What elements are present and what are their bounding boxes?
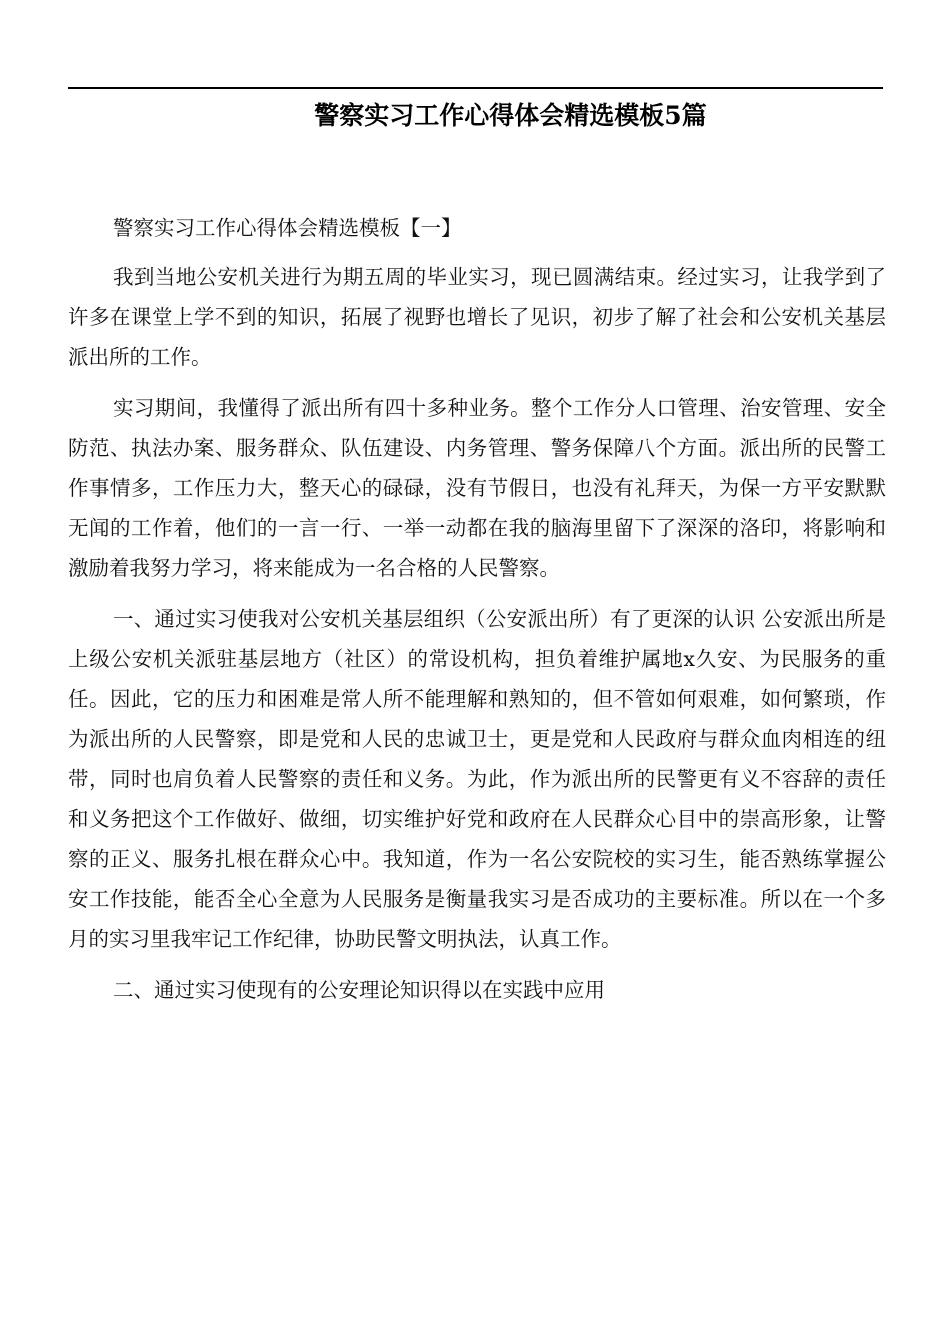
body-paragraph: 我到当地公安机关进行为期五周的毕业实习，现已圆满结束。经过实习，让我学到了许多在课堂上学不到的知识，拓展了视野也增长了见识，初步了解了社会和公安机关基层派出所的工作。 [68, 265, 886, 369]
header-rule [68, 87, 883, 89]
body-paragraph: 一、通过实习使我对公安机关基层组织（公安派出所）有了更深的认识 公安派出所是上级公安机关派驻基层地方（社区）的常设机构，担负着维护属地x久安、为民服务的重任。因此，它的压力和困难是常人所不能理解和熟知的，但不管如何艰难，如何繁琐，作为派出所的人民警察，即是党和人民的忠诚卫士，更是党和人民政府与群众血肉相连的纽带，同时也肩负着人民警察的责任和义务。为此，作为派出所的民警更有义不容辞的责任和义务把这个工作做好、做细，切实维护好党和政府在人民群众心目中的崇高形象，让警察的正义、服务扎根在群众心中。我知道，作为一名公安院校的实习生，能否熟练掌握公安工作技能，能否全心全意为人民服务是衡量我实习是否成功的主要标准。所以在一个多月的实习里我牢记工作纪律，协助民警文明执法，认真工作。 [68, 607, 886, 951]
document-body [68, 208, 886, 1021]
body-paragraph: 二、通过实习使现有的公安理论知识得以在实践中应用 [113, 978, 605, 1002]
document-title: 警察实习工作心得体会精选模板5篇 [314, 101, 707, 130]
section-heading: 警察实习工作心得体会精选模板【一】 [113, 216, 462, 240]
body-paragraph: 实习期间，我懂得了派出所有四十多种业务。整个工作分人口管理、治安管理、安全防范、执法办案、服务群众、队伍建设、内务管理、警务保障八个方面。派出所的民警工作事情多，工作压力大，整天心的碌碌，没有节假日，也没有礼拜天，为保一方平安默默无闻的工作着，他们的一言一行、一举一动都在我的脑海里留下了深深的洛印，将影响和激励着我努力学习，将来能成为一名合格的人民警察。 [68, 396, 886, 580]
